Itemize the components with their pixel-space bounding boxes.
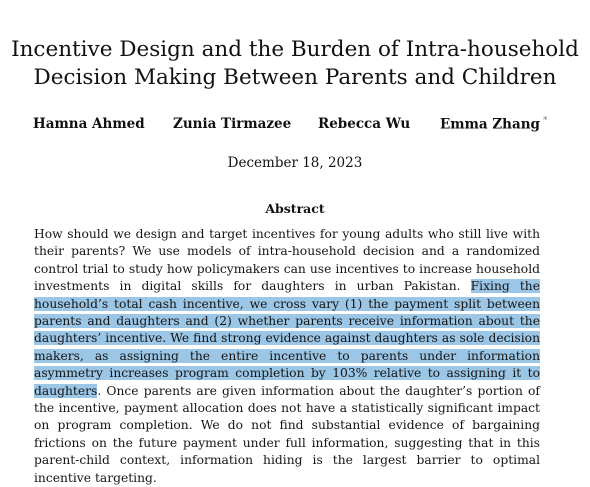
abstract-highlighted-text[interactable]: Fixing the household’s total cash incentive, we cross vary (1) the payment split between parents and daughters and (2) whether parents receive information about the daughters’ incentive. We find strong evidence against daughters as sole decision makers, as assigning the entire incentive to parents under information asymmetry increases program completion by 103% relative to assigning it to daughters <box>34 279 541 398</box>
author-list <box>0 116 590 136</box>
paper-date: December 18, 2023 <box>227 155 363 171</box>
title-line-2: Decision Making Between Parents and Children <box>33 65 557 90</box>
author-3: Rebecca Wu <box>318 116 411 132</box>
abstract-heading: Abstract <box>265 201 325 216</box>
author-footnote-mark[interactable]: * <box>542 116 548 126</box>
abstract-text-part1: How should we design and target incentives for young adults who still live with their parents? We use models of intra-household decision and a randomized control trial to study how policymakers can use incentives to increase household investments in digital skills for daughters in urban Pakistan. <box>34 227 540 294</box>
author-4-name: Emma Zhang <box>440 116 540 133</box>
abstract-body <box>34 226 540 487</box>
paper-title <box>0 36 590 92</box>
title-line-1: Incentive Design and the Burden of Intra-household <box>11 37 579 62</box>
author-1: Hamna Ahmed <box>33 116 145 132</box>
abstract-text-part2: . Once parents are given information about the daughter’s portion of the incentive, payment allocation does not have a statistically significant impact on program completion. We do not find substantial evidence of bargaining frictions on the future payment under full information, suggesting that in this parent-child context, information hiding is the largest barrier to optimal incentive targeting. <box>34 383 540 485</box>
author-2: Zunia Tirmazee <box>173 116 292 132</box>
author-4 <box>440 116 547 133</box>
